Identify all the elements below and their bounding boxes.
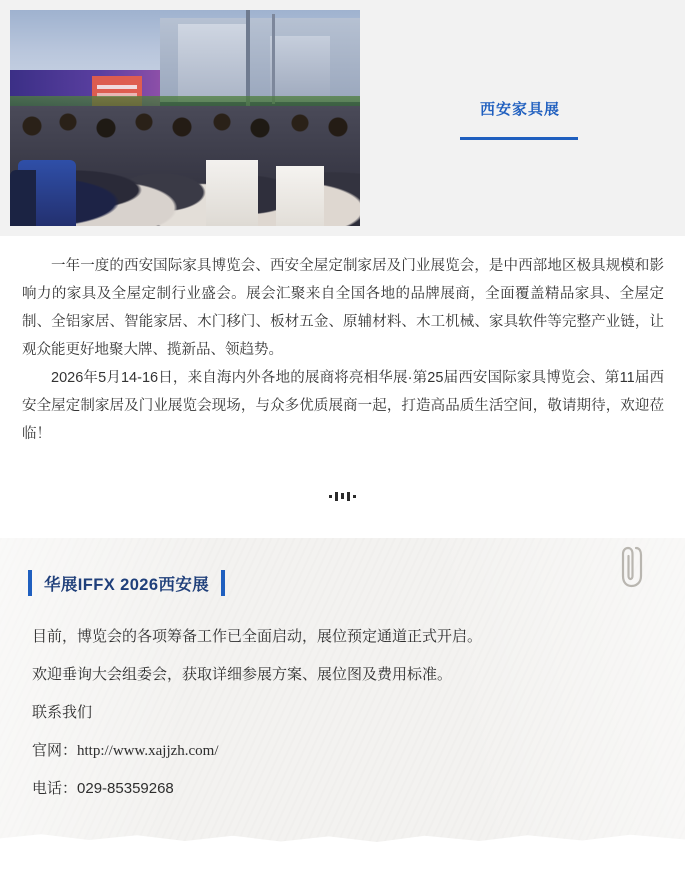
photo-person-white-coat: [206, 160, 258, 226]
contact-us-heading: 联系我们: [32, 704, 93, 721]
article-paragraph-2: 2026年5月14-16日，来自海内外各地的展商将亮相华展·第25届西安国际家具博览会、第11届西安全屋定制家居及门业展览会现场，与众多优质展商一起，打造高品质生活空间，敬请期待，欢迎莅临！: [22, 370, 664, 442]
article-paragraph-1: 一年一度的西安国际家具博览会、西安全屋定制家居及门业展览会，是中西部地区极具规模和影响力的家具及全屋定制行业盛会。展会汇聚来自全国各地的品牌展商，全面覆盖精品家具、全屋定制、全铝家居、智能家居、木门移门、板材五金、原辅材料、木工机械、家具软件等完整产业链，让观众能更好地聚大牌、揽新品、领趋势。: [22, 258, 664, 358]
website-row: [32, 732, 632, 770]
divider-dot-5: [353, 495, 356, 498]
card-line-1: 目前，博览会的各项筹备工作已全面启动，展位预定通道正式开启。: [32, 628, 483, 645]
photo-person-white-coat-2: [276, 166, 324, 226]
phone-number[interactable]: 029-85359268: [77, 780, 174, 797]
card-line-2: 欢迎垂询大会组委会，获取详细参展方案、展位图及费用标准。: [32, 666, 453, 683]
divider-dot-2: [335, 492, 338, 501]
paperclip-icon: [621, 544, 643, 588]
section-divider: [0, 478, 685, 514]
divider-dot-1: [329, 495, 332, 498]
card-title-container: [28, 570, 225, 596]
phone-row: [32, 770, 632, 808]
photo-tower: [246, 10, 250, 106]
phone-label: 电话：: [32, 780, 78, 797]
website-label: 官网：: [32, 742, 78, 759]
website-url[interactable]: http://www.xajjzh.com/: [77, 743, 219, 759]
card-title: 华展IFFX 2026西安展: [44, 576, 210, 594]
hero-title: 西安家具展: [479, 101, 560, 118]
article-body: [22, 252, 664, 448]
hero-title-container: [460, 100, 580, 120]
photo-building: [160, 18, 360, 102]
hero-title-underline: [460, 137, 578, 140]
hero-section: [0, 0, 685, 236]
photo-backpack: [10, 170, 36, 226]
divider-dot-3: [341, 493, 344, 499]
contact-card: [0, 538, 685, 848]
photo-tower-secondary: [272, 14, 275, 104]
photo-crowd-heads: [10, 110, 360, 150]
card-content: [32, 618, 632, 808]
exhibition-crowd-photo: [10, 10, 360, 226]
divider-dot-4: [347, 492, 350, 501]
